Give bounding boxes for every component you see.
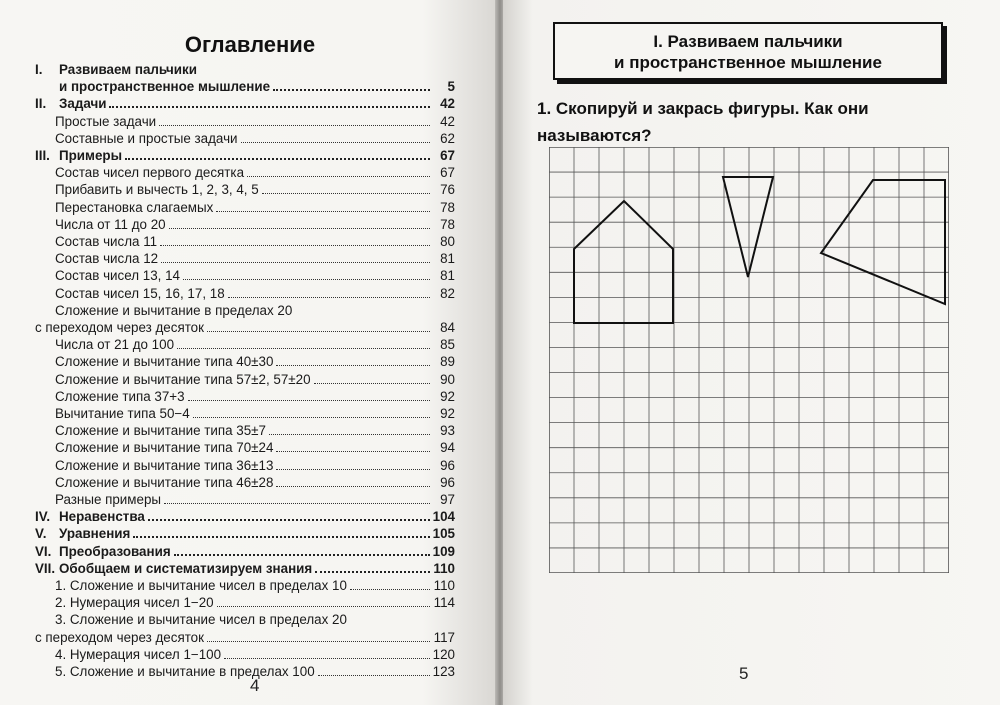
toc-entry-page: 67 (440, 148, 455, 163)
toc-entry-page: 123 (432, 664, 455, 679)
toc-entry (35, 148, 455, 166)
toc-entry (35, 354, 455, 372)
toc-entry-title: 2. Нумерация чисел 1−20 (55, 595, 214, 611)
toc-entry (35, 372, 455, 390)
toc-entry-title: Сложение и вычитание в пределах 20 (55, 302, 293, 318)
toc-entry-title: Вычитание типа 50−4 (55, 406, 190, 421)
toc-entry-title: Сложение и вычитание типа 36±13 (55, 457, 274, 473)
toc-entry-page: 93 (440, 423, 455, 439)
toc-entry-title: Разные примеры (55, 492, 162, 507)
chapter-heading-box (553, 22, 943, 80)
toc-leader-dots (273, 89, 430, 91)
toc-entry-page: 105 (432, 526, 455, 542)
toc-entry-title: Обобщаем и систематизируем знания (59, 560, 313, 576)
toc-entry (35, 114, 455, 132)
toc-entry (35, 200, 455, 218)
toc-entry-title: Состав чисел 13, 14 (55, 268, 180, 284)
toc-leader-dots (188, 400, 430, 401)
toc-entry (35, 630, 455, 648)
toc-entry (35, 286, 455, 304)
toc-leader-dots (315, 571, 430, 573)
toc-entry-title: Сложение типа 37+3 (55, 388, 185, 404)
toc-entry (35, 578, 455, 596)
toc-entry (35, 320, 455, 338)
toc-entry (35, 96, 455, 114)
toc-leader-dots (193, 417, 430, 418)
toc-entry (35, 544, 455, 562)
toc-entry-page: 85 (440, 337, 455, 353)
toc-leader-dots (160, 245, 430, 246)
toc-entry-title: с переходом через десяток (35, 629, 204, 645)
toc-entry-title: Состав числа 11 (55, 234, 158, 249)
toc-leader-dots (125, 158, 430, 160)
toc-leader-dots (262, 193, 430, 194)
toc-entry-title: Неравенства (59, 509, 145, 525)
toc-entry (35, 612, 455, 630)
toc-entry-numeral: III. (35, 148, 50, 163)
toc-entry-page: 117 (433, 629, 455, 645)
toc-leader-dots (241, 142, 430, 143)
toc-leader-dots (276, 451, 430, 452)
toc-entry-title: Сложение и вычитание типа 57±2, 57±20 (55, 371, 311, 387)
toc-entry-title: Перестановка слагаемых (55, 199, 214, 215)
toc-entry-title: Числа от 21 до 100 (55, 337, 175, 353)
toc-entry-page: 84 (440, 320, 455, 335)
toc-entry-title: Сложение и вычитание типа 40±30 (55, 354, 274, 370)
left-page (0, 0, 497, 705)
toc-entry-page: 96 (440, 474, 455, 490)
quadrilateral-figure (821, 180, 945, 304)
toc-entry (35, 217, 455, 235)
toc-entry-page: 5 (447, 79, 455, 95)
toc-entry-page: 67 (440, 165, 455, 181)
toc-entry (35, 131, 455, 149)
task-line2: называются? (537, 126, 652, 145)
task-line1: 1. Скопируй и закрась фигуры. Как они (537, 99, 869, 118)
toc-entry-numeral: VI. (35, 543, 52, 559)
toc-entry-page: 120 (432, 646, 455, 662)
toc-entry-title: Сложение и вычитание типа 35±7 (55, 423, 266, 439)
toc-leader-dots (216, 211, 430, 212)
toc-entry-title: 1. Сложение и вычитание чисел в пределах 10 (55, 578, 347, 593)
toc-entry (35, 526, 455, 544)
toc-entry-title: Состав чисел 15, 16, 17, 18 (55, 285, 225, 301)
house-pentagon-figure (574, 201, 673, 323)
grid-paper (549, 147, 949, 573)
toc-entry-title: 3. Сложение и вычитание чисел в пределах 20 (55, 612, 347, 628)
toc-entry-title: 4. Нумерация чисел 1−100 (55, 646, 222, 662)
toc-entry-page: 92 (440, 406, 455, 421)
toc-leader-dots (217, 606, 430, 607)
toc-leader-dots (169, 228, 430, 229)
toc-entry-title: Числа от 11 до 20 (55, 216, 166, 232)
toc-leader-dots (161, 262, 430, 263)
toc-entry-page: 97 (440, 492, 455, 507)
toc-leader-dots (276, 469, 430, 470)
toc-entry (35, 423, 455, 441)
toc-entry-page: 114 (433, 595, 455, 611)
toc-leader-dots (350, 589, 430, 590)
toc-entry (35, 561, 455, 579)
triangle-figure (723, 177, 773, 277)
toc-entry-numeral: VII. (35, 560, 56, 576)
toc-leader-dots (207, 641, 430, 642)
toc-entry (35, 389, 455, 407)
toc-entry-numeral: II. (35, 96, 47, 112)
toc-leader-dots (228, 297, 430, 298)
toc-entry-page: 109 (432, 543, 455, 559)
toc-entry-title: Сложение и вычитание типа 70±24 (55, 440, 274, 456)
toc-leader-dots (247, 176, 430, 177)
toc-entry-page: 81 (440, 251, 455, 267)
toc-entry (35, 234, 455, 252)
toc-leader-dots (276, 486, 430, 487)
toc-entry-title: Простые задачи (55, 113, 157, 129)
toc-leader-dots (159, 125, 430, 126)
toc-entry (35, 165, 455, 183)
toc-entry-title: Задачи (59, 96, 107, 112)
toc-entry-page: 78 (440, 216, 455, 232)
toc-entry-page: 42 (440, 96, 455, 112)
toc-entry-title: и пространственное мышление (59, 79, 271, 95)
toc-entry-title: Преобразования (59, 543, 171, 559)
toc-entry-page: 82 (440, 285, 455, 301)
right-page (503, 0, 1000, 705)
toc-leader-dots (314, 383, 430, 384)
toc-entry (35, 664, 455, 682)
toc-entry-title: Состав числа 12 (55, 251, 159, 267)
toc-entry (35, 62, 455, 80)
toc-entry-page: 89 (440, 354, 455, 370)
chapter-heading-line1: I. Развиваем пальчики (653, 32, 843, 51)
left-page-number: 4 (250, 676, 260, 695)
toc-entry-page: 76 (440, 182, 455, 198)
toc-leader-dots (224, 658, 430, 659)
toc-leader-dots (109, 106, 430, 108)
toc-leader-dots (174, 554, 430, 556)
chapter-heading-line2: и пространственное мышление (614, 53, 882, 72)
toc-entry-title: Уравнения (59, 526, 131, 542)
toc-entry (35, 337, 455, 355)
toc-entry (35, 303, 455, 321)
toc-leader-dots (318, 675, 430, 676)
toc-entry-title: Прибавить и вычесть 1, 2, 3, 4, 5 (55, 182, 259, 198)
toc-leader-dots (164, 503, 430, 504)
toc-entry (35, 268, 455, 286)
toc-entry (35, 182, 455, 200)
toc-entry-page: 94 (440, 440, 455, 456)
task-instruction (537, 95, 977, 149)
toc-title: Оглавление (184, 32, 316, 57)
toc-entry-title: 5. Сложение и вычитание в пределах 100 (55, 664, 315, 679)
toc-entry-title: Примеры (59, 148, 123, 163)
toc-leader-dots (133, 536, 429, 538)
toc-entry-page: 90 (440, 371, 455, 387)
toc-entry (35, 509, 455, 527)
toc-entry (35, 475, 455, 493)
toc-leader-dots (276, 365, 430, 366)
toc-entry (35, 458, 455, 476)
toc-leader-dots (183, 279, 430, 280)
toc-entry-page: 81 (440, 268, 455, 284)
toc-entry-page: 62 (440, 130, 455, 146)
toc-entry-page: 92 (440, 388, 455, 404)
toc-entry-page: 110 (433, 578, 455, 593)
toc-leader-dots (177, 348, 430, 349)
toc-entry-numeral: I. (35, 62, 43, 77)
toc-entry-page: 42 (440, 113, 455, 129)
toc-entry (35, 647, 455, 665)
toc-entry-numeral: IV. (35, 509, 51, 525)
toc-entry-numeral: V. (35, 526, 47, 542)
toc-entry (35, 440, 455, 458)
toc-entry-title: Сложение и вычитание типа 46±28 (55, 474, 274, 490)
toc-entry (35, 79, 455, 97)
toc-entry-page: 110 (433, 560, 455, 576)
toc-leader-dots (148, 519, 430, 521)
toc-entry (35, 595, 455, 613)
right-page-number: 5 (739, 664, 749, 683)
grid-lines (549, 147, 949, 573)
toc-entry (35, 406, 455, 424)
toc-leader-dots (269, 434, 430, 435)
toc-entry-title: Состав чисел первого десятка (55, 165, 245, 181)
toc-entry-title: с переходом через десяток (35, 320, 204, 335)
toc-entry-page: 80 (440, 234, 455, 249)
toc-entry (35, 251, 455, 269)
toc-entry-page: 104 (432, 509, 455, 525)
toc-entry-page: 78 (440, 199, 455, 215)
toc-entry-title: Составные и простые задачи (55, 130, 238, 146)
toc-entry-page: 96 (440, 457, 455, 473)
toc-leader-dots (207, 331, 430, 332)
toc-entry-title: Развиваем пальчики (59, 62, 197, 77)
toc-entry (35, 492, 455, 510)
